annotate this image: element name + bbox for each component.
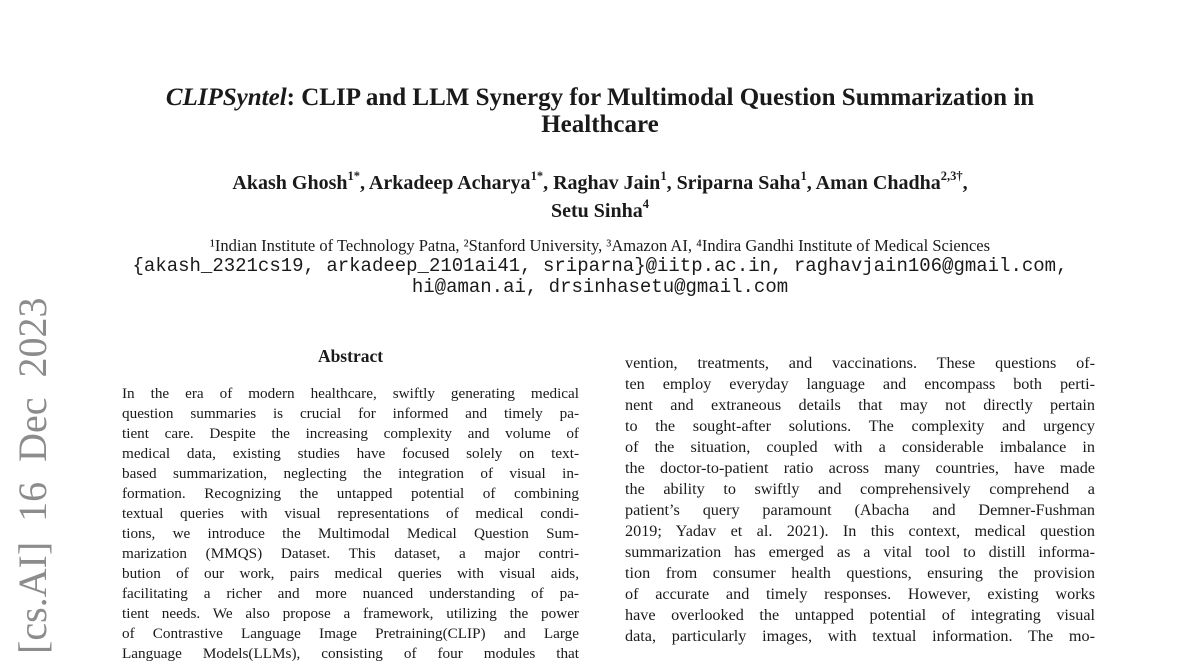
text-line: have overlooked the untapped potential of integrating visual [625, 606, 1095, 624]
text-line: bution of our work, pairs medical queries with visual aids, [122, 565, 579, 582]
body-text [625, 353, 1095, 647]
text-line: to the sought-after solutions. The complexity and urgency [625, 417, 1095, 435]
text-line: of the situation, coupled with a considerable imbalance in [625, 438, 1095, 456]
arxiv-watermark: [cs.AI] 16 Dec 2023 [10, 297, 55, 654]
title-line-1 [166, 84, 1034, 111]
title-italic-part: CLIPSyntel [165, 84, 287, 111]
text-line: textual queries with visual representations of medical condi- [122, 505, 579, 522]
text-line: data, particularly images, with textual information. The mo- [625, 627, 1095, 645]
author-superscript: 1 [800, 169, 807, 184]
email-line-2: hi@aman.ai, drsinhasetu@gmail.com [411, 276, 789, 298]
text-line: tions, we introduce the Multimodal Medical Question Sum- [122, 525, 579, 542]
text-line: the doctor-to-patient ratio across many countries, have made [625, 459, 1095, 477]
author-block [0, 169, 1200, 225]
text-line: medical data, existing studies have focused solely on text- [122, 445, 579, 462]
text-line: facilitating a richer and more nuanced understanding of pa- [122, 585, 579, 602]
text-line: summarization has emerged as a vital tool to distill informa- [625, 543, 1095, 561]
author-line-1: Akash Ghosh$^{1*}$, Arkadeep Acharya$^{1*}$, Raghav Jain$^1$, Sriparna Saha$^1$, Aman Chadha$^{2,3\dagger}$, [232, 169, 968, 194]
text-line: nent and extraneous details that may not directly pertain [625, 396, 1095, 414]
text-line: vention, treatments, and vaccinations. These questions of- [625, 354, 1095, 372]
author-superscript: 1 [660, 169, 667, 184]
email-line-1: {akash_2321cs19, arkadeep_2101ai41, sriparna}@iitp.ac.in, raghavjain106@gmail.com, [132, 255, 1068, 277]
abstract-heading: Abstract [317, 346, 384, 366]
author-name: Setu Sinha [551, 200, 643, 222]
text-line: tient needs. We also propose a framework, utilizing the power [122, 605, 579, 622]
text-line: of Contrastive Language Image Pretraining(CLIP) and Large [122, 625, 579, 642]
title-line-2: Healthcare [541, 111, 659, 138]
text-line: In the era of modern healthcare, swiftly generating medical [122, 385, 579, 402]
author-name: Akash Ghosh [232, 172, 348, 194]
title-rest-part: : CLIP and LLM Synergy for Multimodal Question Summarization in [286, 84, 1035, 111]
author-superscript: 2,3† [940, 169, 963, 184]
text-line: marization (MMQS) Dataset. This dataset, a major contri- [122, 545, 579, 562]
text-line: formation. Recognizing the untapped potential of combining [122, 485, 579, 502]
text-line: ten employ everyday language and encompass both perti- [625, 375, 1095, 393]
text-line: the ability to swiftly and comprehensively comprehend a [625, 480, 1095, 498]
author-superscript: 1* [530, 169, 544, 184]
abstract-body [122, 384, 579, 664]
author-name: Aman Chadha [815, 172, 941, 194]
paper-title [0, 84, 1200, 138]
text-line: tient care. Despite the increasing complexity and volume of [122, 425, 579, 442]
text-line: patient’s query paramount (Abacha and Demner-Fushman [625, 501, 1095, 519]
author-name: Sriparna Saha [676, 172, 801, 194]
author-name: Arkadeep Acharya [368, 172, 531, 194]
author-name: Raghav Jain [553, 172, 661, 194]
affiliations-line: ¹Indian Institute of Technology Patna, ²Stanford University, ³Amazon AI, ⁴Indira Gandhi Institute of Medical Sciences [209, 236, 991, 255]
text-line: 2019; Yadav et al. 2021). In this context, medical question [625, 522, 1095, 540]
left-column [122, 346, 579, 664]
author-line-2 [0, 197, 1200, 225]
author-superscript: 1* [347, 169, 360, 184]
text-line: Language Models(LLMs), consisting of four modules that [122, 645, 579, 662]
text-line: based summarization, neglecting the integration of visual in- [122, 465, 579, 482]
text-line: tion from consumer health questions, ensuring the provision [625, 564, 1095, 582]
right-column [625, 353, 1095, 647]
text-line: question summaries is crucial for informed and timely pa- [122, 405, 579, 422]
text-line: of accurate and timely responses. However, existing works [625, 585, 1095, 603]
author-superscript: 4 [642, 197, 649, 212]
